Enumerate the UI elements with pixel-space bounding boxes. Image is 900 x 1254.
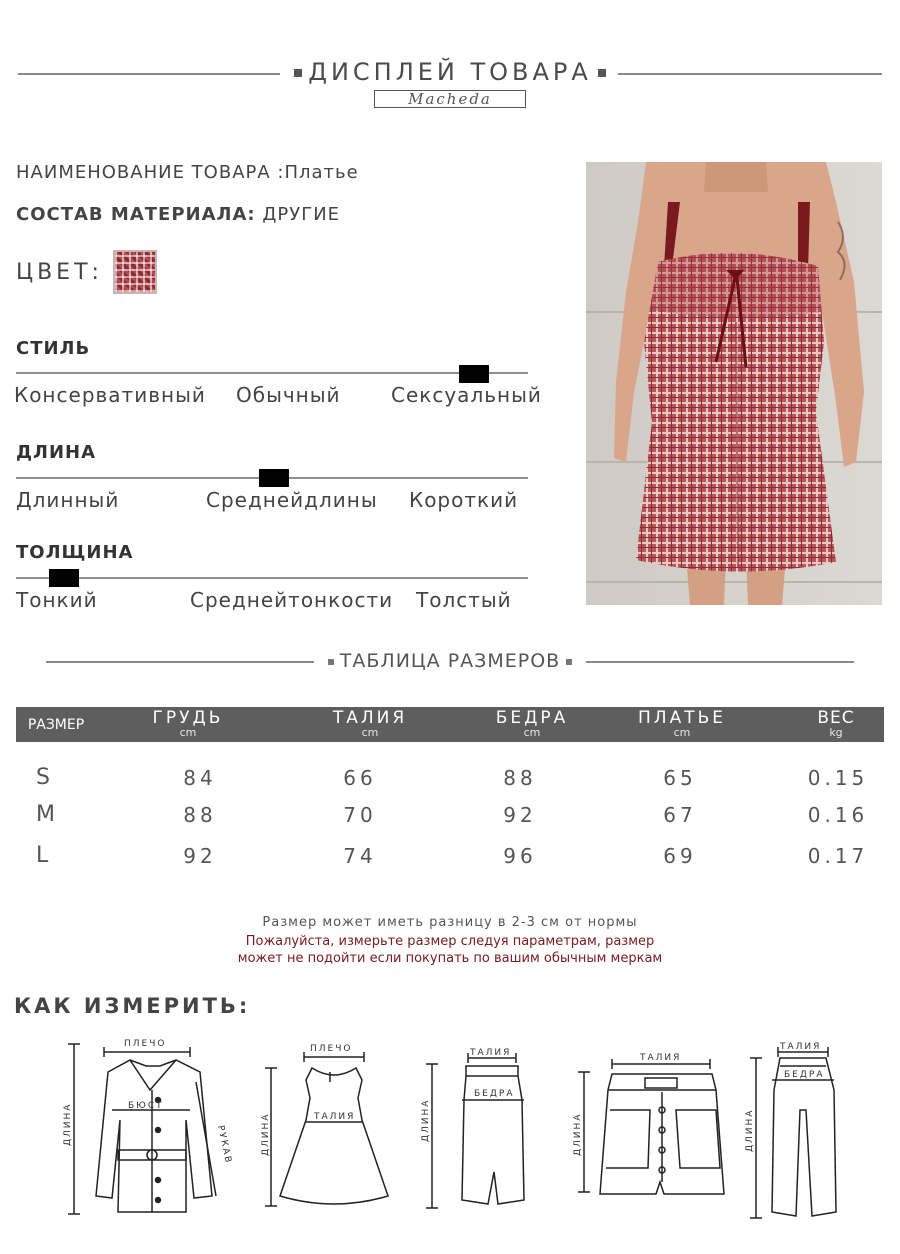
dress-diagram (265, 1052, 388, 1206)
dress-cell: 69 (663, 844, 697, 868)
size-warning-line1: Пожалуйста, измерьте размер следуя параметрам, размер (245, 934, 655, 949)
jacket-sleeve-label: РУКАВ (215, 1124, 234, 1166)
square-bullet-icon (328, 659, 334, 665)
thickness-option: Толстый (416, 588, 512, 612)
shorts-waist-label: ТАЛИЯ (640, 1053, 682, 1063)
thickness-marker (49, 569, 79, 587)
column-header-title: ПЛАТЬЕ (638, 708, 726, 728)
dress-waist-label: ТАЛИЯ (314, 1112, 356, 1122)
product-material (16, 204, 340, 225)
bust-cell: 84 (183, 766, 217, 790)
bust-cell: 88 (183, 803, 217, 827)
hips-cell: 88 (503, 766, 537, 790)
skirt-hips-label: БЕДРА (474, 1089, 515, 1099)
thickness-option: Тонкий (16, 588, 98, 612)
weight-cell: 0.15 (807, 766, 869, 790)
column-header-unit: cm (361, 726, 379, 739)
column-header-unit: cm (179, 726, 197, 739)
column-header-unit: cm (523, 726, 541, 739)
hips-cell: 96 (503, 844, 537, 868)
column-header-weight (786, 709, 886, 739)
style-marker (459, 365, 489, 383)
weight-cell: 0.16 (807, 803, 869, 827)
dress-photo-illustration (586, 162, 882, 605)
style-option: Обычный (236, 383, 341, 407)
size-chart-title (0, 650, 900, 672)
brand-label: Macheda (374, 90, 526, 108)
size-cell: M (36, 802, 55, 827)
dress-shoulder-label: ПЛЕЧО (310, 1044, 353, 1054)
product-name (16, 162, 359, 183)
column-header-title: РАЗМЕР (27, 717, 85, 733)
length-label: ДЛИНА (16, 442, 97, 463)
square-bullet-icon (598, 69, 606, 77)
style-scale (16, 372, 528, 374)
length-option: Среднейдлины (206, 488, 378, 512)
thickness-option: Среднейтонкости (190, 588, 394, 612)
shorts-length-label: ДЛИНА (573, 1112, 583, 1156)
pants-waist-label: ТАЛИЯ (780, 1042, 822, 1052)
size-table-header (16, 707, 884, 742)
product-photo (586, 162, 882, 605)
length-option: Короткий (409, 488, 519, 512)
thickness-label: ТОЛЩИНА (16, 542, 134, 563)
length-option: Длинный (16, 488, 120, 512)
product-material-label: СОСТАВ МАТЕРИАЛА: (16, 204, 256, 225)
style-label: СТИЛЬ (16, 338, 91, 359)
size-cell: S (36, 765, 50, 790)
dress-cell: 67 (663, 803, 697, 827)
pants-length-label: ДЛИНА (745, 1108, 755, 1152)
column-header-title: ГРУДЬ (152, 708, 224, 728)
length-marker (259, 469, 289, 487)
style-option: Консервативный (14, 383, 206, 407)
column-header-bust (128, 709, 248, 739)
product-name-value: Платье (284, 162, 359, 183)
skirt-diagram (426, 1053, 524, 1208)
column-header-hips (472, 709, 592, 739)
size-note: Размер может иметь разницу в 2-3 см от нормы (262, 915, 638, 930)
display-title (0, 58, 900, 86)
color-label: ЦВЕТ: (16, 260, 103, 285)
pants-hips-label: БЕДРА (784, 1070, 825, 1080)
hips-cell: 92 (503, 803, 537, 827)
style-option: Сексуальный (391, 383, 542, 407)
waist-cell: 74 (343, 844, 377, 868)
jacket-length-label: ДЛИНА (63, 1102, 73, 1146)
jacket-diagram (68, 1044, 216, 1214)
color-swatch[interactable] (113, 250, 157, 294)
how-to-measure-title: КАК ИЗМЕРИТЬ: (14, 994, 251, 1018)
bust-cell: 92 (183, 844, 217, 868)
square-bullet-icon (294, 69, 302, 77)
dress-cell: 65 (663, 766, 697, 790)
column-header-size (16, 716, 96, 734)
column-header-title: БЕДРА (495, 708, 569, 728)
size-warning-line2: может не подойти если покупать по вашим обычным меркам (237, 951, 663, 966)
thickness-scale (16, 577, 528, 579)
jacket-shoulder-label: ПЛЕЧО (124, 1039, 167, 1049)
column-header-dress (620, 709, 744, 739)
square-bullet-icon (566, 659, 572, 665)
column-header-title: ТАЛИЯ (332, 708, 408, 728)
skirt-waist-label: ТАЛИЯ (470, 1048, 512, 1058)
column-header-unit: kg (829, 726, 843, 739)
size-cell: L (36, 843, 49, 868)
skirt-length-label: ДЛИНА (421, 1098, 431, 1142)
column-header-waist (310, 709, 430, 739)
waist-cell: 66 (343, 766, 377, 790)
dress-length-label: ДЛИНА (261, 1112, 271, 1156)
column-header-title: ВЕС (817, 708, 855, 728)
size-chart-title-text: ТАБЛИЦА РАЗМЕРОВ (339, 650, 561, 672)
jacket-bust-label: БЮСТ (128, 1101, 164, 1111)
waist-cell: 70 (343, 803, 377, 827)
product-name-label: НАИМЕНОВАНИЕ ТОВАРА : (16, 162, 285, 183)
shorts-diagram (578, 1059, 724, 1194)
column-header-unit: cm (673, 726, 691, 739)
display-title-text: ДИСПЛЕЙ ТОВАРА (308, 58, 592, 86)
weight-cell: 0.17 (807, 844, 869, 868)
product-material-value: ДРУГИЕ (262, 204, 341, 225)
measurement-diagrams (0, 1030, 900, 1254)
